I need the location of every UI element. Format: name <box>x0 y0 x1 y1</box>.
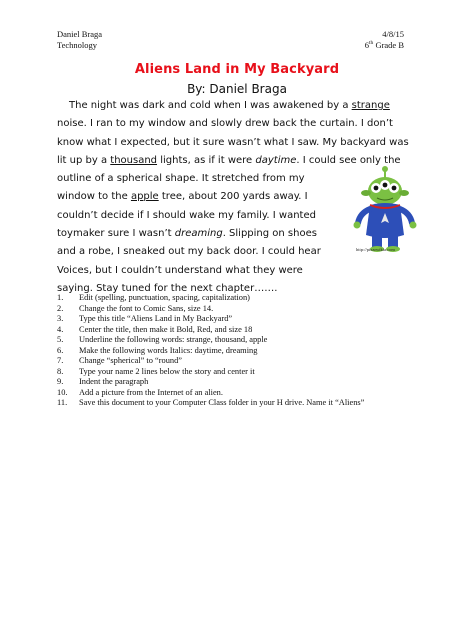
story-line: noise. I ran to my window and slowly drew back the curtain. I don’t <box>57 118 393 130</box>
instruction-list <box>57 293 437 409</box>
story-line: and a robe, I sneaked out my back door. I could hear <box>57 246 321 258</box>
list-item: 10. Add a picture from the Internet of an alien. <box>57 387 223 397</box>
story-title: Aliens Land in My Backyard <box>134 62 340 77</box>
list-item: 7. Change “spherical” to “round” <box>57 356 183 365</box>
list-item: 6. Make the following words Italics: daytime, dreaming <box>57 345 258 355</box>
alien-picture <box>348 165 422 253</box>
story-line: toymaker sure I wasn’t dreaming. Slipping on shoes <box>57 228 317 240</box>
story-line: window to the apple tree, about 200 yards away. I <box>57 191 308 203</box>
image-caption: http://pixarwikia.com <box>356 247 395 252</box>
header-left <box>57 29 102 51</box>
story-line: couldn’t decide if I should wake my family. I wanted <box>57 209 316 221</box>
story-line: The night was dark and cold when I was awakened by a strange <box>69 100 390 111</box>
list-item: 4. Center the title, then make it Bold, Red, and size 18 <box>57 324 253 334</box>
author-name: Daniel Braga <box>57 29 103 39</box>
story-line: saying. Stay tuned for the next chapter……. <box>57 282 278 294</box>
story-line: lit up by a thousand lights, as if it were daytime. I could see only the <box>57 154 401 166</box>
story-line: Voices, but I couldn’t understand what they were <box>57 264 303 276</box>
list-item: 11. Save this document to your Computer Class folder in your H drive. Name it “Aliens” <box>57 398 365 407</box>
list-item: 2. Change the font to Comic Sans, size 14. <box>57 303 214 313</box>
list-item: 1. Edit (spelling, punctuation, spacing, capitalization) <box>57 293 250 302</box>
class-name: Technology <box>57 40 98 50</box>
list-item: 5. Underline the following words: strange, thousand, apple <box>57 335 268 344</box>
date: 4/8/15 <box>382 29 404 39</box>
grade: 6th Grade B <box>364 40 404 50</box>
story-line: know what I expected, but it sure wasn’t what I saw. My backyard was <box>57 136 409 148</box>
header-right <box>365 29 404 51</box>
list-item: 3. Type this title “Aliens Land in My Backyard” <box>57 314 233 323</box>
story-line: outline of a spherical shape. It stretched from my <box>57 173 305 185</box>
list-item: 9. Indent the paragraph <box>57 377 149 386</box>
story-byline: By: Daniel Braga <box>187 82 287 96</box>
list-item: 8. Type your name 2 lines below the story and center it <box>57 366 255 376</box>
